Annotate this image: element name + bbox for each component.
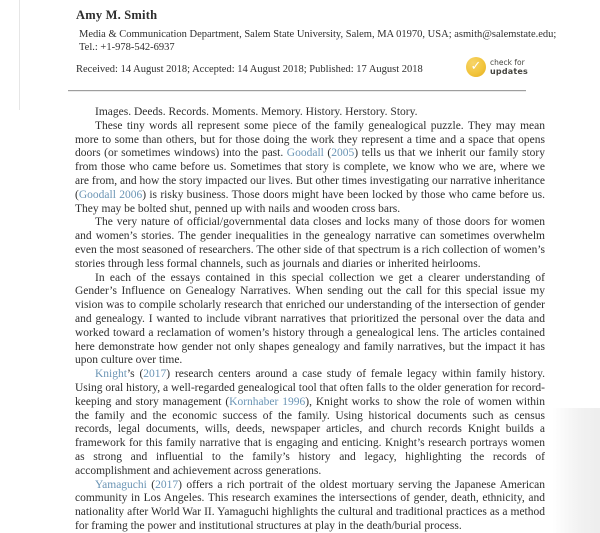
badge-label	[490, 58, 528, 76]
paragraph	[75, 368, 545, 478]
citation-link[interactable]: Yamaguchi	[95, 478, 147, 491]
text-run: ) research centers around a case study of female legacy within family history. Using oral history, a well-regarded genealogical tool that often falls to the older generation for record-keeping and story management (	[75, 368, 545, 408]
text-run: ) is risky business. Those doors might have been locked by those who came before us. They may be bolted shut, penned up with nails and wooden cross bars.	[75, 188, 545, 215]
text-run: (	[146, 478, 156, 491]
check-for-updates-badge[interactable]	[466, 57, 528, 77]
text-run: The very nature of official/governmental data closes and locks many of those doors for women and women’s stories. The gender inequalities in the genealogy narrative can sometimes overwhelm even the most seasoned of researchers. The other side of that spectrum is a rich collection of women’s stories through less formal channels, such as journals and diaries or inherited heirlooms.	[75, 216, 545, 270]
citation-link[interactable]: Goodall	[286, 147, 324, 160]
text-run: ) tells us that we inherit our family story from those who came before us. Sometimes that story is complete, we know who we are, where we are from, and how the story impacted our lives. But other times investigating our narrative inheritance (	[75, 147, 545, 201]
text-run: ) offers a rich portrait of the oldest mortuary serving the Japanese American community in Los Angeles. This research examines the intersections of gender, death, ethnicity, and nationality after World War II. Yamaguchi highlights the cultural and traditional practices as a method for framing the power and institutional structures at play in the death/burial process.	[75, 478, 545, 532]
affiliation-line1: Media & Communication Department, Salem State University, Salem, MA 01970, USA; asmith@salemstate.edu;	[79, 29, 557, 40]
citation-link[interactable]: 2017	[155, 478, 179, 491]
text-run: In each of the essays contained in this special collection we get a clearer understanding of Gender’s Influence on Genealogy Narratives. When sending out the call for this special issue my vision was to compile scholarly research that enriched our understanding of the intersection of gender and genealogy. I wanted to include vibrant narratives that prioritized the personal over the data and worked toward a reclamation of women’s history through a genealogical lens. The articles contained here demonstrate how gender not only shapes genealogy and family narratives, but the impact it has upon culture over time.	[75, 271, 545, 367]
dates-line: Received: 14 August 2018; Accepted: 14 August 2018; Published: 17 August 2018	[76, 64, 423, 75]
article-body	[75, 106, 545, 533]
text-run: These tiny words all represent some piece of the family genealogical puzzle. They may mean more to some than others, but for those doing the work they represent a time and a space that opens doors (or sometimes windows) into the past.	[75, 119, 545, 160]
citation-link[interactable]: 2005	[331, 147, 355, 160]
scan-edge-line	[19, 0, 20, 110]
citation-link[interactable]: Kornhaber 1996	[229, 395, 306, 408]
citation-link[interactable]: 2017	[143, 368, 167, 381]
paragraph	[75, 216, 545, 271]
affiliation-line2: Tel.: +1-978-542-6937	[79, 42, 175, 53]
badge-label-line1: check for	[490, 58, 525, 67]
header-divider	[68, 90, 526, 91]
paragraph	[75, 272, 545, 369]
paragraph	[75, 120, 545, 217]
citation-link[interactable]: Knight	[95, 368, 127, 381]
paragraph	[75, 106, 545, 120]
text-run: ’s (	[126, 368, 144, 381]
text-run: Images. Deeds. Records. Moments. Memory. History. Herstory. Story.	[95, 106, 418, 118]
text-run: (	[323, 147, 332, 160]
scan-corner-shadow	[552, 408, 600, 533]
author-name: Amy M. Smith	[76, 8, 158, 22]
check-circle-icon: ✓	[466, 57, 486, 77]
badge-label-line2: updates	[490, 67, 528, 76]
citation-link[interactable]: Goodall 2006	[78, 188, 143, 201]
text-run: ), Knight works to show the role of women within the family and the economic success of the family. Using historical documents such as census records, legal documents, wills, deeds, newspaper articles, and church records Knight builds a framework for this family narrative that is engaging and enticing. Knight’s research portrays women as strong and influential to the family’s history and legacy, highlighting the records of accomplishment and achievement across generations.	[75, 395, 545, 477]
paragraph	[75, 479, 545, 533]
